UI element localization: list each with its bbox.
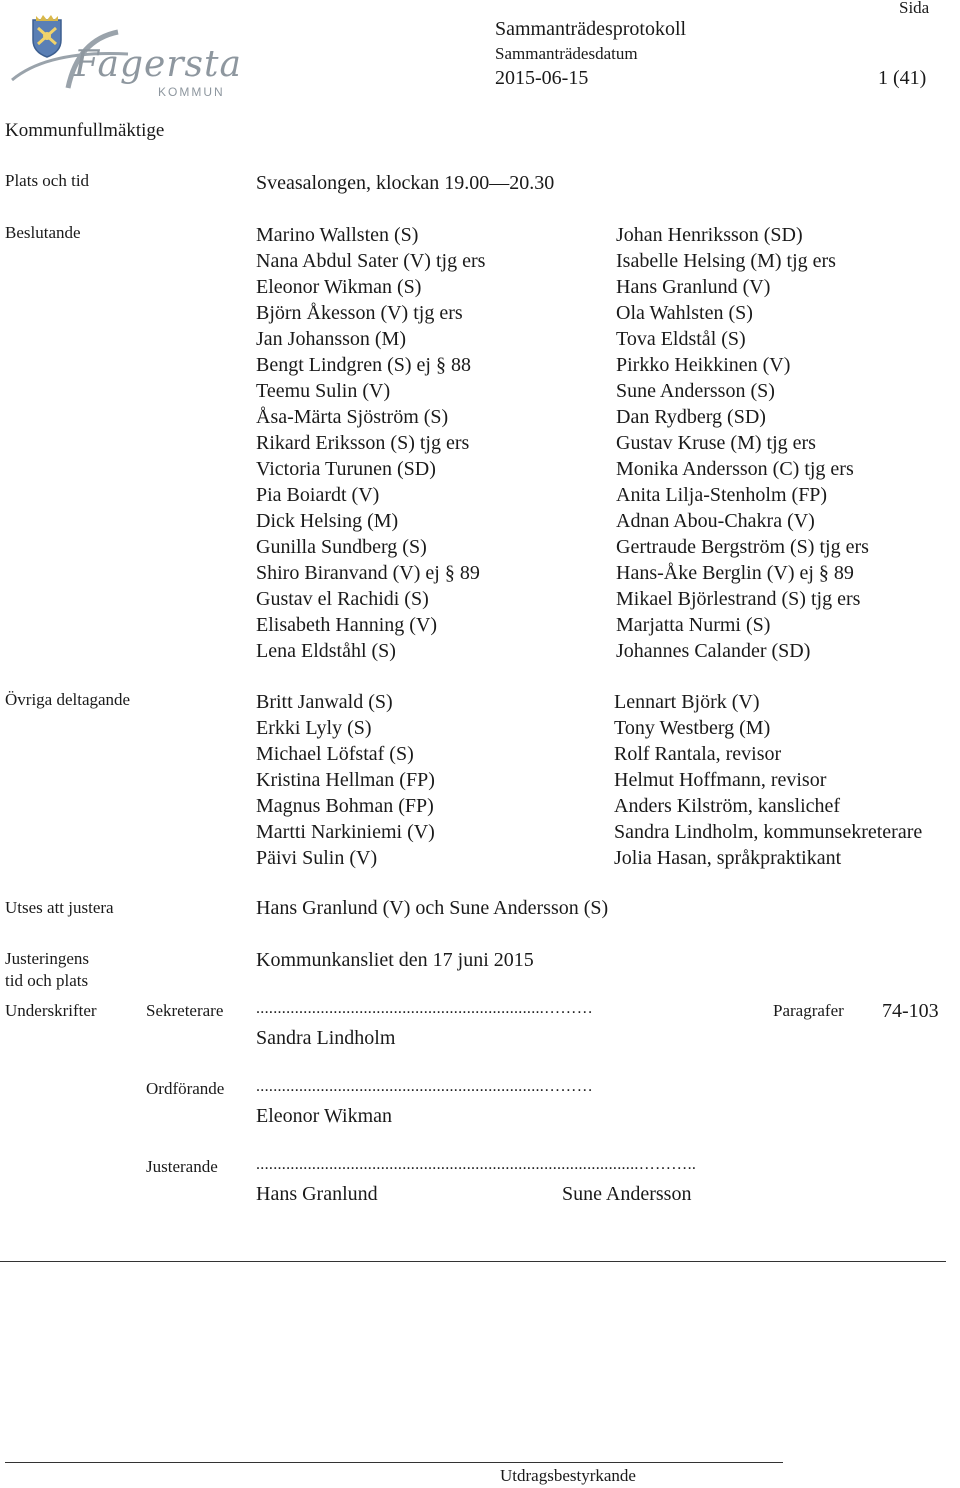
list-item: Gustav Kruse (M) tjg ers [616,432,816,454]
logo-text: Fagersta [74,44,242,85]
list-item: Magnus Bohman (FP) [256,795,434,817]
list-item: Teemu Sulin (V) [256,380,391,402]
list-item: Sune Andersson (S) [616,380,775,402]
list-item: Adnan Abou-Chakra (V) [616,510,815,532]
beslutande-label: Beslutande [5,223,81,242]
list-item: Åsa-Märta Sjöström (S) [256,406,449,428]
list-item: Rikard Eriksson (S) tjg ers [256,432,470,454]
list-item: Jolia Hasan, språkpraktikant [614,847,842,869]
list-item: Päivi Sulin (V) [256,847,378,869]
list-item: Jan Johansson (M) [256,328,406,350]
justerande-name-1: Hans Granlund [256,1183,378,1205]
list-item: Monika Andersson (C) tjg ers [616,458,854,480]
ordforande-name: Eleonor Wikman [256,1105,393,1127]
list-item: Nana Abdul Sater (V) tjg ers [256,250,486,272]
list-item: Gunilla Sundberg (S) [256,536,427,558]
footer-rule [5,1462,783,1463]
list-item: Martti Narkiniemi (V) [256,821,435,843]
date-label: Sammanträdesdatum [495,44,638,63]
sekreterare-signature-line: ...................................................................……… [256,1000,593,1017]
list-item: Anders Kilström, kanslichef [614,795,841,817]
ovriga-right-list [614,689,922,871]
list-item: Dan Rydberg (SD) [616,406,766,428]
list-item: Dick Helsing (M) [256,510,399,532]
justera-value: Hans Granlund (V) och Sune Andersson (S) [256,897,609,919]
list-item: Erkki Lyly (S) [256,717,372,739]
justeringens-label-2: tid och plats [5,971,89,990]
paragrafer-label: Paragrafer [773,1001,844,1020]
list-item: Victoria Turunen (SD) [256,458,436,480]
justerande-label: Justerande [146,1157,218,1176]
ovriga-label: Övriga deltagande [5,690,131,709]
list-item: Gertraude Bergström (S) tjg ers [616,536,869,558]
list-item: Helmut Hoffmann, revisor [614,769,827,791]
plats-label: Plats och tid [5,171,90,190]
footer-label: Utdragsbestyrkande [500,1466,636,1485]
justeringens-value: Kommunkansliet den 17 juni 2015 [256,949,534,971]
page-number: 1 (41) [878,67,927,89]
list-item: Sandra Lindholm, kommunsekreterare [614,821,923,843]
plats-value: Sveasalongen, klockan 19.00—20.30 [256,172,555,194]
list-item: Tony Westberg (M) [614,717,771,739]
committee-name: Kommunfullmäktige [5,120,165,141]
sekreterare-label: Sekreterare [146,1001,224,1020]
list-item: Mikael Björlestrand (S) tjg ers [616,588,861,610]
list-item: Britt Janwald (S) [256,691,393,713]
list-item: Björn Åkesson (V) tjg ers [256,302,463,324]
paragrafer-value: 74-103 [882,1000,939,1022]
beslutande-left-list [256,222,485,664]
justera-label: Utses att justera [5,898,114,917]
list-item: Marjatta Nurmi (S) [616,614,771,636]
list-item: Isabelle Helsing (M) tjg ers [616,250,836,272]
justerande-signature-line: .........................................................................................……….. [256,1156,697,1173]
list-item: Lena Eldståhl (S) [256,640,396,662]
list-item: Pia Boiardt (V) [256,484,380,506]
list-item: Kristina Hellman (FP) [256,769,435,791]
list-item: Elisabeth Hanning (V) [256,614,438,636]
list-item: Michael Löfstaf (S) [256,743,414,765]
meeting-date: 2015-06-15 [495,67,589,89]
list-item: Bengt Lindgren (S) ej § 88 [256,354,471,376]
list-item: Lennart Björk (V) [614,691,760,713]
underskrifter-label: Underskrifter [5,1001,97,1020]
municipality-logo [8,10,242,100]
list-item: Hans Granlund (V) [616,276,771,298]
list-item: Johannes Calander (SD) [616,640,811,662]
list-item: Tova Eldstål (S) [616,328,746,350]
beslutande-right-list [616,222,869,664]
logo-subtext: KOMMUN [158,85,225,99]
list-item: Rolf Rantala, revisor [614,743,782,765]
list-item: Shiro Biranvand (V) ej § 89 [256,562,480,584]
document-type: Sammanträdesprotokoll [495,18,687,40]
ovriga-left-list [256,689,435,871]
list-item: Pirkko Heikkinen (V) [616,354,791,376]
list-item: Johan Henriksson (SD) [616,224,803,246]
list-item: Gustav el Rachidi (S) [256,588,429,610]
ordforande-signature-line: ...................................................................……… [256,1078,593,1095]
divider-rule [0,1261,946,1262]
justeringens-label-1: Justeringens [5,949,90,968]
justerande-name-2: Sune Andersson [562,1183,692,1205]
ordforande-label: Ordförande [146,1079,225,1098]
list-item: Ola Wahlsten (S) [616,302,753,324]
list-item: Hans-Åke Berglin (V) ej § 89 [616,562,854,584]
sekreterare-name: Sandra Lindholm [256,1027,396,1049]
list-item: Eleonor Wikman (S) [256,276,422,298]
list-item: Anita Lilja-Stenholm (FP) [616,484,828,506]
page-label: Sida [899,0,930,17]
list-item: Marino Wallsten (S) [256,224,419,246]
